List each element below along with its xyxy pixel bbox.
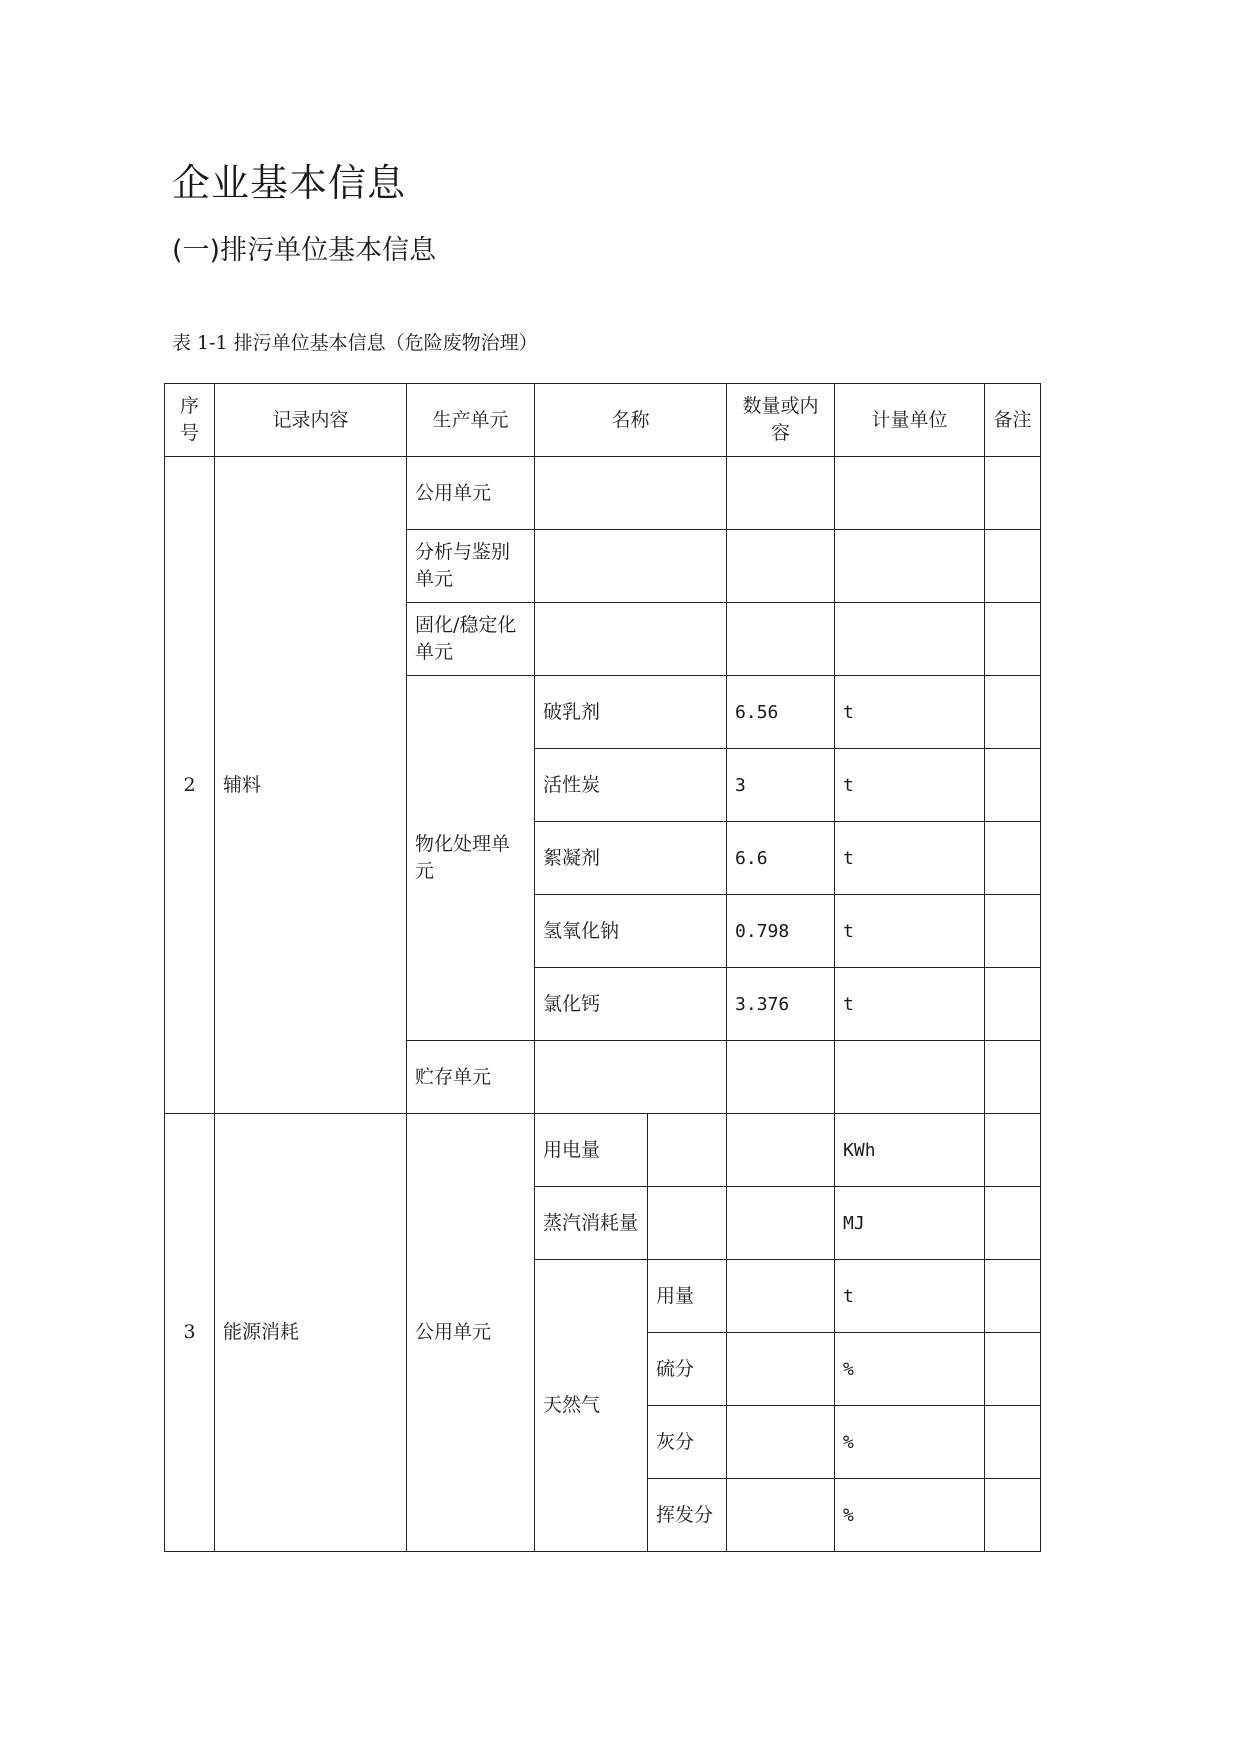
quantity-cell: 3 — [727, 749, 835, 822]
unit-cell: 物化处理单元 — [407, 676, 535, 1041]
remark-cell — [985, 1114, 1041, 1187]
name-cell: 用电量 — [535, 1114, 648, 1187]
quantity-cell — [727, 1041, 835, 1114]
subname-cell: 硫分 — [648, 1333, 727, 1406]
subname-cell — [648, 1187, 727, 1260]
quantity-cell: 0.798 — [727, 895, 835, 968]
remark-cell — [985, 1479, 1041, 1552]
measure-cell: t — [835, 895, 985, 968]
quantity-cell — [727, 1187, 835, 1260]
measure-cell: t — [835, 1260, 985, 1333]
name-cell — [535, 603, 727, 676]
remark-cell — [985, 676, 1041, 749]
name-cell: 絮凝剂 — [535, 822, 727, 895]
remark-cell — [985, 1333, 1041, 1406]
quantity-cell: 6.6 — [727, 822, 835, 895]
header-name: 名称 — [535, 384, 727, 457]
unit-cell: 贮存单元 — [407, 1041, 535, 1114]
measure-cell — [835, 603, 985, 676]
measure-cell: % — [835, 1333, 985, 1406]
measure-cell: % — [835, 1479, 985, 1552]
subname-cell: 用量 — [648, 1260, 727, 1333]
quantity-cell — [727, 603, 835, 676]
page-title: 企业基本信息 — [172, 161, 407, 205]
quantity-cell — [727, 1406, 835, 1479]
seq-cell: 3 — [165, 1114, 215, 1552]
remark-cell — [985, 603, 1041, 676]
quantity-cell — [727, 457, 835, 530]
section-heading: (一)排污单位基本信息 — [172, 235, 437, 266]
seq-cell: 2 — [165, 457, 215, 1114]
measure-cell: t — [835, 822, 985, 895]
remark-cell — [985, 749, 1041, 822]
name-cell — [535, 1041, 727, 1114]
quantity-cell — [727, 530, 835, 603]
remark-cell — [985, 1041, 1041, 1114]
content-cell: 能源消耗 — [215, 1114, 407, 1552]
remark-cell — [985, 457, 1041, 530]
quantity-cell — [727, 1479, 835, 1552]
measure-cell: t — [835, 749, 985, 822]
unit-cell: 分析与鉴别单元 — [407, 530, 535, 603]
header-remark: 备注 — [985, 384, 1041, 457]
header-content: 记录内容 — [215, 384, 407, 457]
table-header-row — [165, 384, 1041, 457]
name-cell: 氢氧化钠 — [535, 895, 727, 968]
subname-cell: 灰分 — [648, 1406, 727, 1479]
measure-cell: KWh — [835, 1114, 985, 1187]
unit-cell: 公用单元 — [407, 1114, 535, 1552]
header-quantity: 数量或内容 — [727, 384, 835, 457]
measure-cell: MJ — [835, 1187, 985, 1260]
subname-cell: 挥发分 — [648, 1479, 727, 1552]
measure-cell — [835, 457, 985, 530]
name-cell: 氯化钙 — [535, 968, 727, 1041]
remark-cell — [985, 895, 1041, 968]
quantity-cell — [727, 1333, 835, 1406]
unit-cell: 公用单元 — [407, 457, 535, 530]
name-cell: 破乳剂 — [535, 676, 727, 749]
table-caption: 表 1-1 排污单位基本信息（危险废物治理） — [172, 332, 538, 354]
header-seq: 序号 — [165, 384, 215, 457]
measure-cell: t — [835, 968, 985, 1041]
remark-cell — [985, 1260, 1041, 1333]
table-row — [165, 457, 1041, 530]
table-row — [165, 1114, 1041, 1187]
quantity-cell — [727, 1260, 835, 1333]
name-cell — [535, 457, 727, 530]
quantity-cell: 6.56 — [727, 676, 835, 749]
quantity-cell: 3.376 — [727, 968, 835, 1041]
header-unit: 生产单元 — [407, 384, 535, 457]
remark-cell — [985, 968, 1041, 1041]
info-table — [164, 383, 1041, 1552]
name-cell: 天然气 — [535, 1260, 648, 1552]
remark-cell — [985, 1187, 1041, 1260]
quantity-cell — [727, 1114, 835, 1187]
remark-cell — [985, 530, 1041, 603]
remark-cell — [985, 1406, 1041, 1479]
measure-cell — [835, 530, 985, 603]
name-cell: 活性炭 — [535, 749, 727, 822]
measure-cell: t — [835, 676, 985, 749]
header-measure: 计量单位 — [835, 384, 985, 457]
content-cell: 辅料 — [215, 457, 407, 1114]
subname-cell — [648, 1114, 727, 1187]
remark-cell — [985, 822, 1041, 895]
measure-cell: % — [835, 1406, 985, 1479]
measure-cell — [835, 1041, 985, 1114]
name-cell: 蒸汽消耗量 — [535, 1187, 648, 1260]
unit-cell: 固化/稳定化单元 — [407, 603, 535, 676]
name-cell — [535, 530, 727, 603]
